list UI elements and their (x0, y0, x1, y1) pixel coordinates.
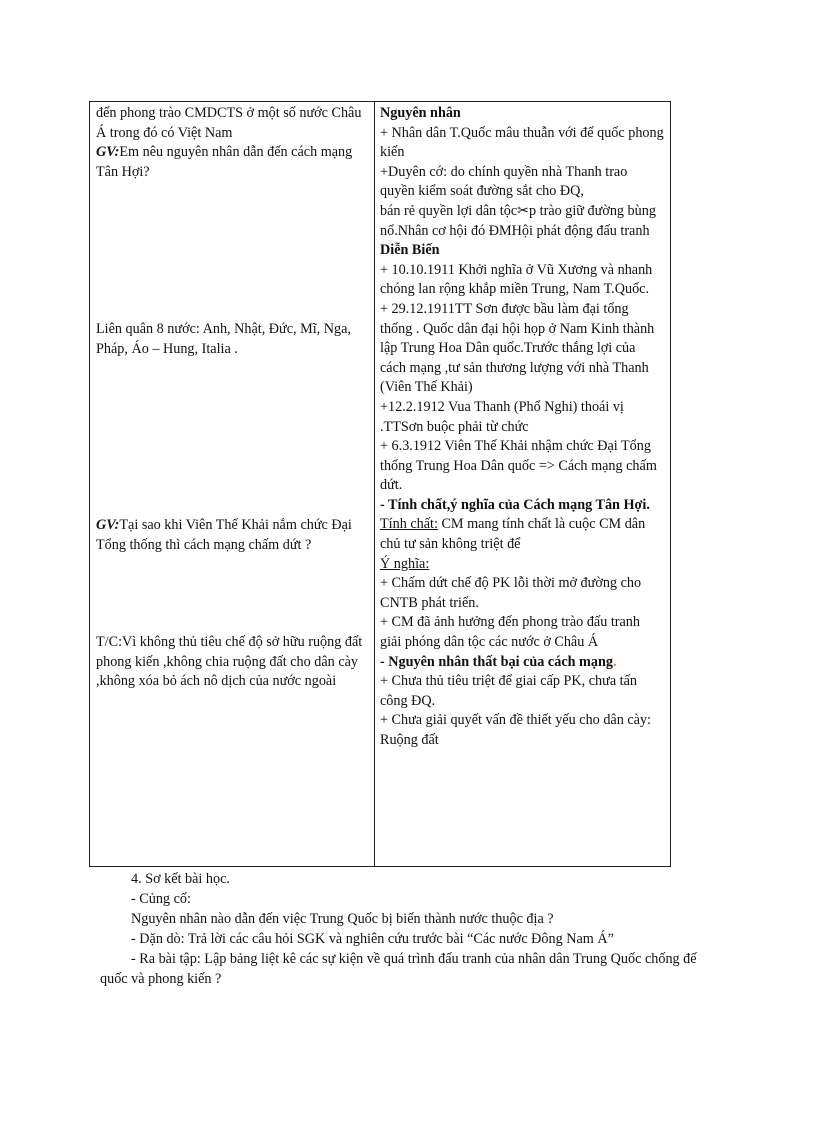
meaning-1: + Chấm dứt chế độ PK lỗi thời mở đường cho CNTB phát triển. (380, 575, 642, 611)
cause-1: + Nhân dân T.Quốc mâu thuẫn với đế quốc phong kiến (380, 124, 664, 161)
meaning-label: Ý nghĩa: (380, 555, 430, 572)
lesson-table (89, 101, 671, 867)
intro-text: đến phong trào CMDCTS ở một số nước Châu Á trong đó có Việt Nam (96, 105, 362, 141)
consolidation-question: Nguyên nhân nào dẫn đến việc Trung Quốc bị biến thành nước thuộc địa ? (131, 911, 554, 927)
homework-instructions: - Dặn dò: Trả lời các câu hỏi SGK và nghiên cứu trước bài “Các nước Đông Nam Á” (131, 931, 614, 947)
cause-2: +Duyên cớ: do chính quyền nhà Thanh trao quyền kiểm soát đường sắt cho ĐQ, (380, 163, 628, 200)
gv-label: GV: (96, 517, 120, 533)
summary-heading: 4. Sơ kết bài học. (131, 871, 230, 887)
question-text: Tại sao khi Viên Thế Khải nắm chức Đại Tổng thống thì cách mạng chấm dứt ? (96, 517, 352, 553)
question-cause (96, 143, 366, 182)
heading-nature: - Tính chất,ý nghĩa của Cách mạng Tân Hợi. (380, 496, 650, 513)
question-text: Em nêu nguyên nhân dẫn đến cách mạng Tân Hợi? (96, 144, 353, 180)
content-column (380, 104, 664, 751)
teacher-column (96, 104, 366, 864)
nature-label: Tính chất: (380, 516, 438, 533)
event-2: + 29.12.1911TT Sơn được bầu làm đại tổng thống . Quốc dân đại hội họp ở Nam Kinh thành lập Trung Hoa Dân quốc.Trước thắng lợi của cách mạng ,tư sản thương lượng với nhà Thanh (Viên Thế Khải) (380, 300, 655, 396)
left-block-alliance (96, 320, 366, 359)
exercise-assignment: - Ra bài tập: Lập bảng liệt kê các sự kiện về quá trình đấu tranh của nhân dân Trung Quốc chống đế quốc và phong kiến ? (100, 951, 697, 987)
column-divider (374, 102, 375, 866)
cause-3 (380, 202, 664, 241)
nature-text: CM mang tính chất là cuộc CM dân chủ tư sản không triệt để (380, 516, 646, 553)
left-block-question2 (96, 516, 366, 555)
nature-explanation: T/C:Vì không thủ tiêu chế độ sở hữu ruộng đất phong kiến ,không chia ruộng đất cho dân cày ,không xóa bỏ ách nô dịch của nước ngoài (96, 634, 363, 690)
question-end (96, 516, 366, 555)
cause-3a: bán rẻ quyền lợi dân tộc (380, 202, 518, 219)
alliance-text: Liên quân 8 nước: Anh, Nhật, Đức, Mĩ, Nga, Pháp, Áo – Hung, Italia . (96, 321, 351, 357)
consolidation-label: - Củng cố: (131, 891, 191, 907)
heading-events: Diễn Biến (380, 242, 440, 259)
event-4: + 6.3.1912 Viên Thế Khải nhậm chức Đại Tổng thống Trung Hoa Dân quốc => Cách mạng chấm dứt. (380, 438, 657, 494)
event-1: + 10.10.1911 Khởi nghĩa ở Vũ Xương và nhanh chóng lan rộng khắp miền Trung, Nam T.Quốc. (380, 261, 653, 298)
event-3: +12.2.1912 Vua Thanh (Phổ Nghi) thoái vị .TTSơn buộc phải từ chức (380, 398, 624, 435)
meaning-2: + CM đã ảnh hưởng đến phong trào đấu tranh giải phóng dân tộc các nước ở Châu Á (380, 614, 640, 651)
left-block-nature (96, 633, 366, 692)
left-block-intro (96, 104, 366, 182)
gv-label: GV: (96, 144, 120, 161)
failure-dot: . (612, 653, 617, 670)
lesson-summary (100, 869, 712, 989)
failure-prefix: - (380, 653, 389, 670)
heading-failure (380, 653, 664, 673)
cause-3b: p trào giữ đường bùng nổ.Nhân cơ hội đó ĐMHội phát động đấu tranh (380, 202, 656, 239)
failure-1: + Chưa thủ tiêu triệt để giai cấp PK, chưa tấn công ĐQ. (380, 673, 638, 709)
scissors-icon: ✂ (517, 202, 530, 219)
heading-cause: Nguyên nhân (380, 105, 461, 121)
nature-line (380, 515, 664, 554)
failure-title: Nguyên nhân thất bại của cách mạng (388, 653, 613, 670)
failure-2: + Chưa giải quyết vấn đề thiết yếu cho dân cày: Ruộng đất (380, 712, 651, 748)
